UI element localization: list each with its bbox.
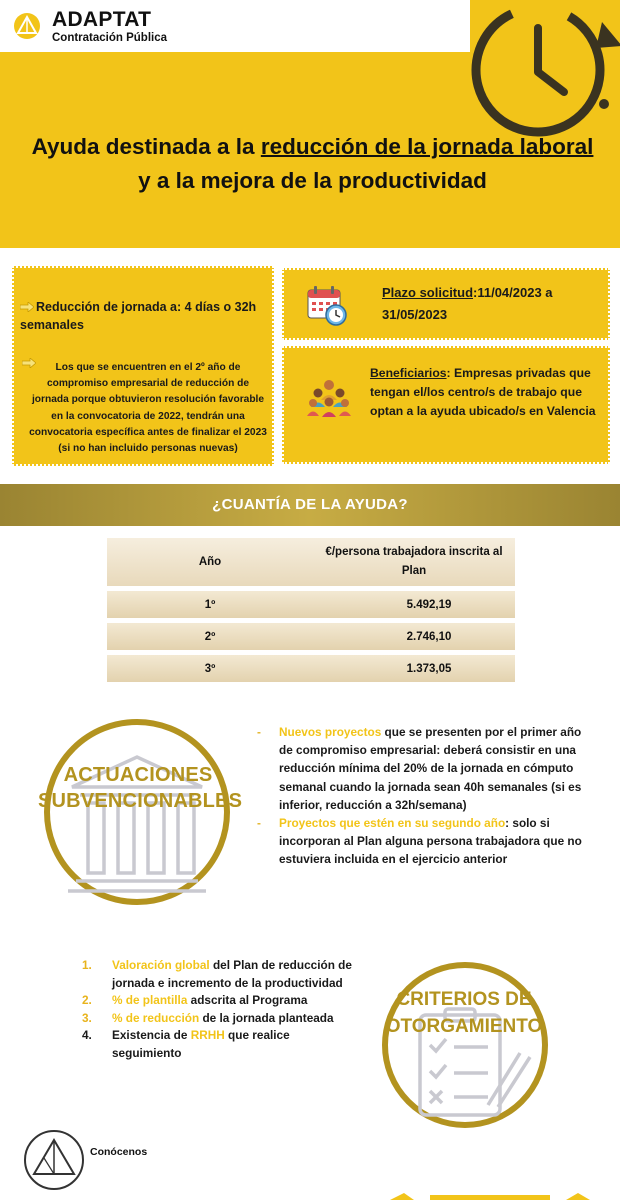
header-banner — [0, 0, 620, 248]
brand-subtitle: Contratación Pública — [52, 32, 168, 44]
table-cell-year: 1º — [204, 598, 216, 611]
criterios-title-line: OTORGAMIENTO — [385, 1016, 543, 1037]
logo-bar — [0, 0, 470, 52]
list-item — [82, 1027, 357, 1062]
list-highlight: RRHH — [190, 1028, 225, 1042]
beneficiarios-label: Beneficiarios — [370, 366, 447, 380]
arrow-right-icon — [20, 302, 34, 312]
list-dash: - — [257, 725, 261, 739]
conocenos-link[interactable]: Conócenos — [90, 1146, 148, 1158]
table-header-cell: €/persona trabajadora inscrita al Plan — [325, 546, 503, 577]
adaptat-logo-icon — [13, 12, 41, 40]
criterios-title — [374, 986, 554, 1040]
beneficiarios-box — [282, 346, 610, 464]
adaptat-footer-logo-icon[interactable] — [22, 1128, 86, 1192]
title-underlined: reducción de la jornada laboral — [260, 134, 594, 159]
list-item — [82, 1010, 357, 1028]
criterios-title-line: CRITERIOS DE — [396, 989, 532, 1010]
list-highlight: Proyectos que estén en su segundo año — [279, 816, 506, 831]
actuaciones-title-line: ACTUACIONES — [63, 764, 213, 786]
footer-decoration — [390, 1193, 590, 1200]
beneficiarios-value: : Empresas privadas que tengan el/los centro/s de trabajo que optan a la ayuda ubicado/s en Valencia — [370, 366, 596, 418]
criterios-list — [82, 957, 357, 1062]
plazo-text — [382, 282, 602, 326]
title-text-1: Ayuda destinada a la — [31, 134, 261, 159]
list-item — [82, 957, 357, 992]
table-cell-year: 2º — [204, 630, 216, 643]
table-header-row — [107, 538, 515, 586]
list-highlight: Valoración global — [112, 958, 210, 972]
actuaciones-title — [38, 762, 243, 814]
table-header-cell: Año — [198, 555, 222, 568]
actuaciones-title-line: SUBVENCIONABLES — [38, 790, 243, 812]
list-item — [82, 992, 357, 1010]
cuantia-table — [107, 538, 515, 682]
jornada-box — [12, 266, 274, 466]
table-cell-amount: 5.492,19 — [406, 598, 452, 611]
plazo-label: Plazo solicitud — [382, 285, 474, 300]
list-number: 3. — [82, 1010, 92, 1025]
table-cell-year: 3º — [204, 662, 216, 675]
calendar-clock-icon — [306, 284, 348, 326]
table-row — [107, 591, 515, 618]
list-text: : solo si incorporan al Plan alguna persona trabajadora que no estuviera incluida en el ejercicio anterior — [279, 816, 582, 867]
list-text: que se presenten por el primer año de compromiso empresarial: deberá consistir en una reducción mínima del 20% de la jornada en cómputo semanal cuando la jornada sean 40h semanales (si es inferior, reducción a 32h/semana) — [279, 725, 582, 812]
list-highlight: Nuevos proyectos — [279, 725, 382, 739]
list-number: 1. — [82, 958, 92, 972]
list-number: 4. — [82, 1028, 92, 1042]
list-text: adscrita al Programa — [187, 993, 308, 1007]
clock-icon — [460, 0, 620, 150]
list-text: Existencia de — [112, 1028, 191, 1042]
table-cell-amount: 1.373,05 — [406, 662, 452, 675]
table-row — [107, 655, 515, 682]
compromiso-text: Los que se encuentren en el 2º año de compromiso empresarial de reducción de jornada porque obtuvieron resolución favorable en la convocatoria de 2022, tendrán una convocatoria específica antes de finalizar el 2023 (si no han incluido personas nuevas) — [29, 362, 267, 455]
checklist-circle-icon — [370, 955, 560, 1130]
table-cell-amount: 2.746,10 — [406, 630, 452, 643]
jornada-label: Reducción de jornada a: 4 días o 32h semanales — [20, 300, 257, 332]
list-text: de la jornada planteada — [199, 1010, 334, 1025]
plazo-box — [282, 268, 610, 340]
beneficiarios-text — [370, 364, 606, 421]
list-highlight: % de plantilla — [112, 993, 188, 1007]
brand-name: ADAPTAT — [52, 8, 152, 31]
list-highlight: % de reducción — [112, 1010, 200, 1025]
table-row — [107, 623, 515, 650]
list-text: del Plan de reducción de jornada e incremento de la productividad — [112, 958, 352, 990]
list-dash: - — [257, 816, 261, 831]
list-number: 2. — [82, 993, 92, 1007]
list-item — [255, 723, 585, 814]
plazo-value: :11/04/2023 a 31/05/2023 — [382, 285, 553, 322]
list-item — [255, 814, 585, 869]
list-text: que realice seguimiento — [112, 1028, 290, 1060]
title-text-2: y a la mejora de la productividad — [138, 168, 487, 193]
cuantia-title: ¿CUANTÍA DE LA AYUDA? — [212, 496, 408, 513]
jornada-text — [20, 298, 270, 334]
page-title — [30, 130, 595, 198]
group-people-icon — [306, 378, 352, 418]
actuaciones-list — [255, 723, 585, 869]
